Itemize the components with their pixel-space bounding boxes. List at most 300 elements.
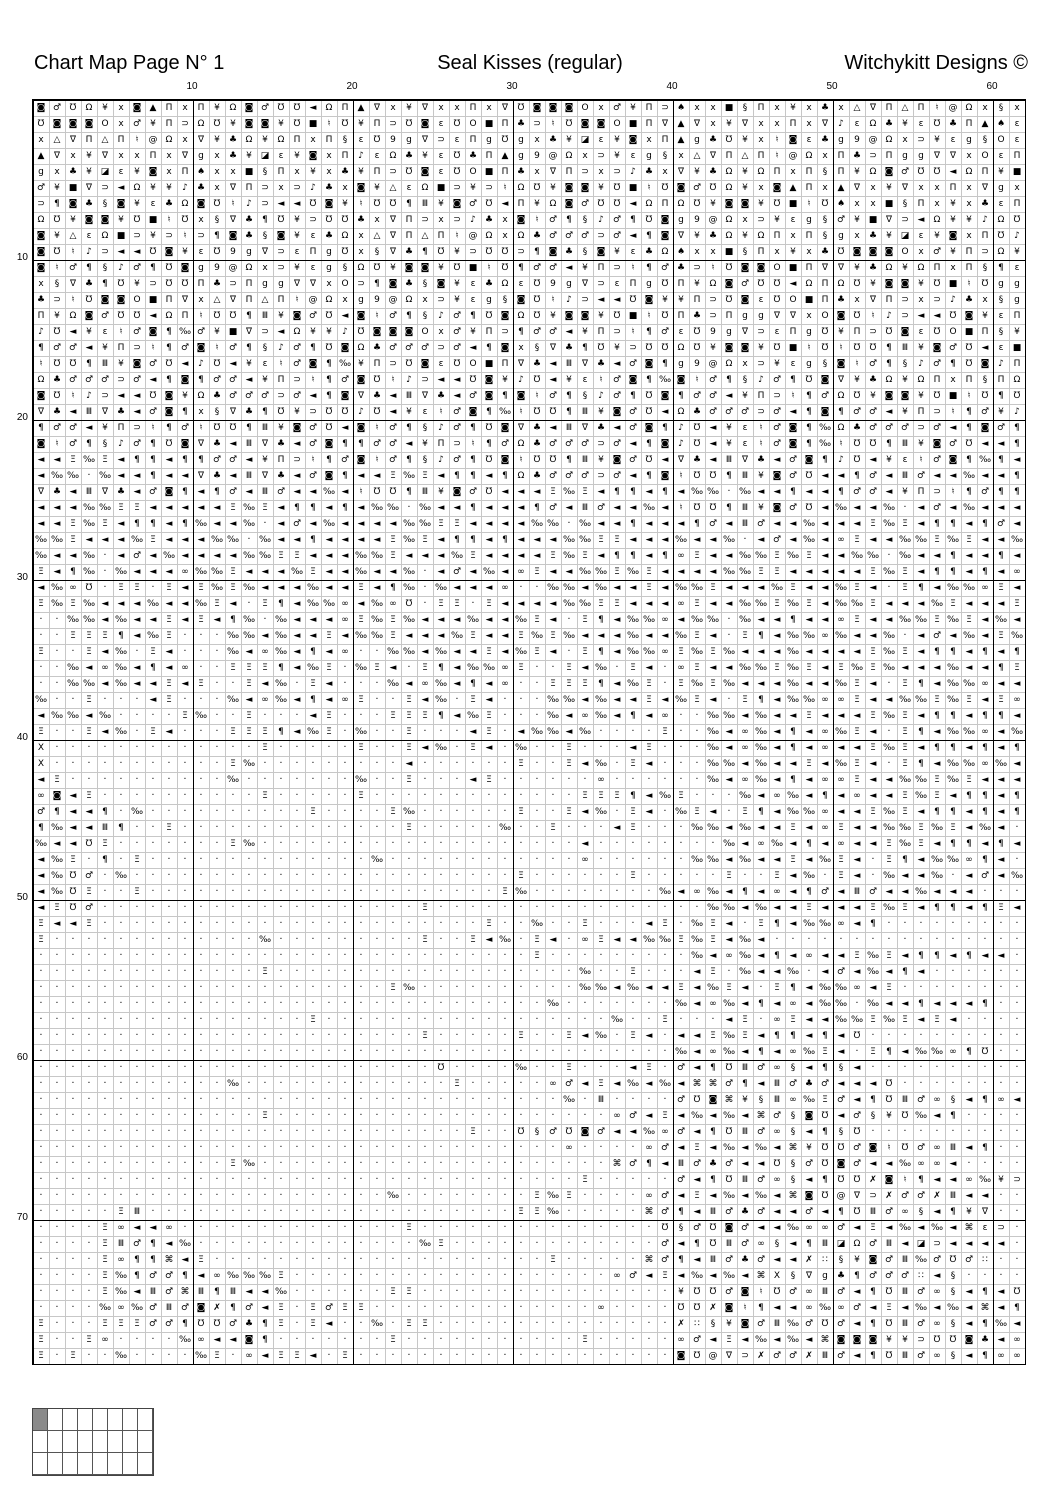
grid-cell: ◄ <box>117 535 125 545</box>
grid-cell: ∇ <box>581 359 589 369</box>
page-map-cell <box>33 1431 48 1453</box>
grid-cell: g <box>262 279 268 289</box>
grid-cell: ℧ <box>293 103 301 113</box>
grid-cell: Ω <box>517 439 525 449</box>
grid-cell: ◙ <box>868 1335 878 1345</box>
grid-cell: ¥ <box>470 183 476 193</box>
grid-cell: ♂ <box>212 455 222 465</box>
grid-cell: ⊃ <box>901 295 909 305</box>
grid-cell: Ξ <box>278 1271 284 1281</box>
grid-cell: · <box>375 918 379 929</box>
grid-cell: Π <box>293 135 301 145</box>
grid-cell: ¶ <box>566 407 572 417</box>
grid-cell: · <box>599 838 603 849</box>
grid-cell: · <box>71 1046 75 1057</box>
grid-cell: ◄ <box>565 327 573 337</box>
grid-cell: ◄ <box>549 599 557 609</box>
grid-cell: ◄ <box>597 551 605 561</box>
grid-cell: ♂ <box>692 391 702 401</box>
grid-cell: Ξ <box>294 1351 300 1361</box>
grid-cell: ◄ <box>965 647 973 657</box>
grid-cell: ◄ <box>469 647 477 657</box>
grid-cell: ♂ <box>68 423 78 433</box>
grid-cell: ♂ <box>868 487 878 497</box>
grid-cell: · <box>119 1030 123 1041</box>
grid-cell: · <box>295 886 299 897</box>
grid-cell: · <box>119 1062 123 1073</box>
grid-cell: ◄ <box>853 839 861 849</box>
grid-cell: ♂ <box>468 487 478 497</box>
grid-cell: ‰ <box>658 791 672 801</box>
grid-cell: · <box>407 1350 411 1361</box>
grid-cell: g <box>742 311 748 321</box>
grid-cell: ◄ <box>869 503 877 513</box>
grid-cell: ♂ <box>756 1207 766 1217</box>
grid-cell: · <box>903 502 907 513</box>
grid-cell: Ξ <box>854 615 860 625</box>
grid-cell: ‰ <box>226 775 240 785</box>
grid-cell: ♣ <box>820 103 830 113</box>
grid-cell: x <box>918 183 924 193</box>
grid-cell: · <box>583 1110 587 1121</box>
grid-cell: ‰ <box>706 487 720 497</box>
grid-cell: Ⅲ <box>901 1095 909 1105</box>
grid-cell: ¶ <box>774 1031 780 1041</box>
grid-cell: ∞ <box>581 855 589 865</box>
grid-cell: · <box>423 1302 427 1313</box>
grid-cell: ◄ <box>741 903 749 913</box>
grid-cell: ◄ <box>293 487 301 497</box>
grid-cell: ¶ <box>998 711 1004 721</box>
grid-cell: ℧ <box>885 327 893 337</box>
grid-cell: ¶ <box>326 359 332 369</box>
grid-cell: · <box>471 1334 475 1345</box>
grid-cell: ◄ <box>325 679 333 689</box>
grid-cell: ◙ <box>980 359 990 369</box>
grid-cell: · <box>343 710 347 721</box>
grid-cell: · <box>263 870 267 881</box>
grid-cell: ∇ <box>229 295 237 305</box>
grid-cell: · <box>231 806 235 817</box>
grid-cell: ◄ <box>213 551 221 561</box>
grid-cell: · <box>839 934 843 945</box>
grid-cell: Ⅲ <box>885 1239 893 1249</box>
grid-cell: § <box>262 167 268 177</box>
grid-cell: ∞ <box>661 615 669 625</box>
grid-cell: ‰ <box>66 711 80 721</box>
grid-cell: ♂ <box>244 391 254 401</box>
grid-cell: ‰ <box>834 759 848 769</box>
grid-cell: Ξ <box>390 631 396 641</box>
grid-cell: · <box>503 1318 507 1329</box>
grid-cell: · <box>119 742 123 753</box>
grid-cell: ⊃ <box>517 247 525 257</box>
grid-cell: ‰ <box>242 839 256 849</box>
page-map <box>32 1408 154 1476</box>
grid-cell: · <box>567 1174 571 1185</box>
grid-cell: · <box>279 1094 283 1105</box>
grid-cell: ■ <box>1012 343 1022 353</box>
grid-cell: ◄ <box>53 567 61 577</box>
grid-cell: ◄ <box>965 807 973 817</box>
grid-cell: · <box>503 838 507 849</box>
grid-cell: · <box>263 1254 267 1265</box>
grid-cell: · <box>55 1014 59 1025</box>
grid-cell: Ⅲ <box>709 1255 717 1265</box>
grid-cell: · <box>359 646 363 657</box>
grid-cell: · <box>103 1174 107 1185</box>
grid-cell: · <box>1015 1238 1019 1249</box>
grid-cell: ◄ <box>997 791 1005 801</box>
grid-cell: 9 <box>694 215 700 225</box>
grid-cell: ¶ <box>982 903 988 913</box>
grid-cell: x <box>358 247 364 257</box>
grid-cell: ◄ <box>405 631 413 641</box>
grid-cell: ‰ <box>706 887 720 897</box>
grid-cell: ◄ <box>773 759 781 769</box>
grid-cell: ◄ <box>309 103 317 113</box>
grid-cell: · <box>295 806 299 817</box>
grid-cell: ♮ <box>871 311 875 321</box>
grid-cell: Ξ <box>902 903 908 913</box>
grid-cell: ¶ <box>182 407 188 417</box>
grid-cell: g <box>726 327 732 337</box>
grid-cell: Ⅲ <box>821 1287 829 1297</box>
grid-cell: ¥ <box>806 1143 812 1153</box>
grid-cell: · <box>87 1222 91 1233</box>
grid-cell: ◄ <box>181 583 189 593</box>
grid-cell: ∇ <box>517 359 525 369</box>
grid-cell: ■ <box>804 295 814 305</box>
grid-cell: · <box>471 950 475 961</box>
grid-cell: ◄ <box>693 1063 701 1073</box>
grid-cell: ‰ <box>114 567 128 577</box>
grid-cell: Π <box>805 263 813 273</box>
grid-cell: ⌘ <box>964 1223 974 1233</box>
grid-cell: ◙ <box>884 391 894 401</box>
grid-cell: · <box>119 1334 123 1345</box>
grid-cell: △ <box>261 295 269 305</box>
grid-cell: · <box>663 998 667 1009</box>
grid-cell: · <box>503 1126 507 1137</box>
grid-cell: · <box>535 870 539 881</box>
grid-cell: ℧ <box>373 375 381 385</box>
grid-cell: ε <box>102 327 108 337</box>
grid-cell: · <box>199 838 203 849</box>
page-map-cell <box>138 1431 153 1453</box>
grid-cell: · <box>295 1286 299 1297</box>
grid-cell: ‰ <box>370 1319 384 1329</box>
grid-cell: · <box>599 1206 603 1217</box>
grid-cell: ε <box>438 151 444 161</box>
grid-cell: ◙ <box>356 375 366 385</box>
grid-cell: ♂ <box>932 631 942 641</box>
grid-cell: · <box>311 1270 315 1281</box>
grid-cell: ♂ <box>36 807 46 817</box>
grid-cell: ◙ <box>84 311 94 321</box>
grid-cell: ♮ <box>503 183 507 193</box>
grid-cell: Ω <box>341 231 349 241</box>
grid-cell: ◄ <box>37 775 45 785</box>
grid-cell: ¥ <box>374 183 380 193</box>
grid-cell: Ξ <box>902 727 908 737</box>
grid-cell: ℧ <box>53 359 61 369</box>
grid-cell: ◄ <box>613 583 621 593</box>
grid-cell: · <box>775 934 779 945</box>
grid-cell: · <box>423 598 427 609</box>
grid-cell: · <box>295 1062 299 1073</box>
grid-cell: · <box>455 774 459 785</box>
grid-cell: ∞ <box>821 695 829 705</box>
grid-cell: · <box>487 1286 491 1297</box>
grid-cell: Ξ <box>518 631 524 641</box>
grid-cell: Ξ <box>166 823 172 833</box>
grid-cell: ♂ <box>564 1079 574 1089</box>
grid-cell: ◄ <box>917 1223 925 1233</box>
row-ruler-label: 70 <box>16 1212 28 1223</box>
grid-cell: Ξ <box>678 679 684 689</box>
grid-cell: ‰ <box>722 1143 736 1153</box>
grid-cell: ¥ <box>742 1095 748 1105</box>
grid-cell: · <box>903 630 907 641</box>
grid-cell: Ξ <box>694 631 700 641</box>
grid-cell: ¥ <box>758 471 764 481</box>
grid-cell: ♂ <box>756 1319 766 1329</box>
grid-cell: ◙ <box>244 119 254 129</box>
grid-cell: · <box>215 678 219 689</box>
grid-cell: ‰ <box>658 1079 672 1089</box>
grid-cell: ◙ <box>548 247 558 257</box>
grid-cell: · <box>359 998 363 1009</box>
grid-cell: · <box>615 918 619 929</box>
grid-cell: Ξ <box>134 887 140 897</box>
grid-cell: · <box>151 742 155 753</box>
grid-cell: · <box>199 1158 203 1169</box>
grid-cell: ◄ <box>805 727 813 737</box>
grid-cell: ♮ <box>135 135 139 145</box>
grid-cell: ‰ <box>354 551 368 561</box>
grid-cell: ‰ <box>914 887 928 897</box>
grid-cell: ◄ <box>309 711 317 721</box>
grid-cell: ◄ <box>805 583 813 593</box>
grid-cell: Ξ <box>566 743 572 753</box>
grid-cell: · <box>615 806 619 817</box>
grid-cell: ‰ <box>914 1255 928 1265</box>
grid-cell: Ξ <box>870 743 876 753</box>
grid-cell: ℧ <box>485 247 493 257</box>
grid-cell: ¶ <box>774 919 780 929</box>
grid-cell: Ξ <box>166 679 172 689</box>
grid-cell: Ξ <box>774 663 780 673</box>
grid-cell: ■ <box>228 327 238 337</box>
grid-cell: Ξ <box>694 807 700 817</box>
grid-cell: ♪ <box>678 439 684 449</box>
grid-cell: ∷ <box>822 1255 828 1265</box>
grid-cell: Ξ <box>902 679 908 689</box>
grid-cell: · <box>119 774 123 785</box>
grid-cell: § <box>742 103 748 113</box>
grid-cell: · <box>551 1302 555 1313</box>
grid-cell: Ω <box>725 183 733 193</box>
grid-cell: § <box>262 343 268 353</box>
grid-cell: ¶ <box>950 647 956 657</box>
grid-cell: · <box>551 1110 555 1121</box>
grid-cell: x <box>534 167 540 177</box>
grid-cell: ◄ <box>885 487 893 497</box>
grid-cell: ◄ <box>885 407 893 417</box>
grid-cell: · <box>599 726 603 737</box>
grid-cell: ◄ <box>149 567 157 577</box>
grid-cell: Ξ <box>86 647 92 657</box>
grid-cell: x <box>950 375 956 385</box>
grid-cell: ‰ <box>322 599 336 609</box>
grid-cell: Ξ <box>54 903 60 913</box>
grid-cell: · <box>567 870 571 881</box>
grid-cell: ♮ <box>759 439 763 449</box>
grid-cell: ‰ <box>754 1191 768 1201</box>
grid-cell: ♂ <box>708 407 718 417</box>
grid-cell: · <box>455 694 459 705</box>
grid-cell: ♣ <box>532 359 542 369</box>
grid-cell: ◄ <box>837 647 845 657</box>
grid-cell: ◄ <box>837 791 845 801</box>
grid-cell: Ξ <box>566 679 572 689</box>
grid-cell: ‰ <box>626 631 640 641</box>
grid-cell: · <box>183 1094 187 1105</box>
grid-cell: ♣ <box>244 407 254 417</box>
grid-cell: · <box>647 854 651 865</box>
grid-cell: · <box>439 838 443 849</box>
grid-cell: ‰ <box>978 455 992 465</box>
grid-cell: ◙ <box>820 375 830 385</box>
grid-cell: ¶ <box>950 839 956 849</box>
grid-cell: ‰ <box>834 727 848 737</box>
grid-cell: ¥ <box>934 231 940 241</box>
grid-cell: ¶ <box>790 487 796 497</box>
grid-cell: · <box>151 998 155 1009</box>
grid-cell: ℧ <box>837 247 845 257</box>
grid-cell: ‰ <box>930 1047 944 1057</box>
grid-cell: · <box>279 1046 283 1057</box>
grid-cell: · <box>295 710 299 721</box>
grid-cell: Ξ <box>166 583 172 593</box>
grid-cell: ¶ <box>86 359 92 369</box>
grid-cell: ¶ <box>54 807 60 817</box>
grid-cell: ¥ <box>134 199 140 209</box>
grid-cell: · <box>343 854 347 865</box>
grid-cell: · <box>455 758 459 769</box>
grid-cell: · <box>487 1318 491 1329</box>
grid-cell: ‰ <box>402 535 416 545</box>
grid-cell: ♂ <box>148 1271 158 1281</box>
grid-cell: · <box>551 902 555 913</box>
grid-cell: ¶ <box>134 1255 140 1265</box>
grid-cell: ∇ <box>261 471 269 481</box>
grid-cell: Ⅲ <box>101 823 109 833</box>
grid-cell: · <box>103 982 107 993</box>
grid-cell: · <box>903 1030 907 1041</box>
grid-cell: ℧ <box>341 247 349 257</box>
grid-cell: ◄ <box>37 471 45 481</box>
grid-cell: ∞ <box>933 1143 941 1153</box>
grid-cell: ⊃ <box>981 247 989 257</box>
grid-cell: ℧ <box>1013 215 1021 225</box>
grid-cell: ♂ <box>452 407 462 417</box>
grid-cell: ‰ <box>706 823 720 833</box>
grid-cell: ¶ <box>262 1319 268 1329</box>
grid-cell: · <box>407 1110 411 1121</box>
grid-cell: ¶ <box>662 551 668 561</box>
grid-cell: ‰ <box>690 855 704 865</box>
grid-cell: ‰ <box>370 615 384 625</box>
grid-cell: · <box>327 1062 331 1073</box>
grid-cell: ¶ <box>742 1079 748 1089</box>
grid-cell: · <box>295 1334 299 1345</box>
grid-cell: ⊃ <box>1013 1175 1021 1185</box>
grid-cell: x <box>774 119 780 129</box>
grid-cell: ‰ <box>34 695 48 705</box>
grid-cell: · <box>551 1318 555 1329</box>
grid-cell: ◙ <box>180 375 190 385</box>
grid-cell: ¶ <box>150 439 156 449</box>
grid-cell: ◄ <box>1013 503 1021 513</box>
grid-cell: ⊃ <box>101 391 109 401</box>
grid-cell: ¶ <box>710 1127 716 1137</box>
grid-cell: · <box>567 1158 571 1169</box>
grid-cell: · <box>247 598 251 609</box>
grid-cell: Ξ <box>566 759 572 769</box>
grid-cell: Ξ <box>966 615 972 625</box>
grid-cell: ♂ <box>868 1239 878 1249</box>
grid-cell: ⊃ <box>661 103 669 113</box>
grid-cell: · <box>647 838 651 849</box>
grid-cell: · <box>1015 950 1019 961</box>
grid-cell: ◄ <box>421 551 429 561</box>
grid-cell: ◄ <box>709 1335 717 1345</box>
grid-cell: ◄ <box>885 1223 893 1233</box>
grid-cell: ◄ <box>693 967 701 977</box>
grid-cell: ✗ <box>885 1191 893 1201</box>
grid-cell: ⊃ <box>181 119 189 129</box>
grid-cell: ℧ <box>693 423 701 433</box>
grid-cell: ¶ <box>854 1271 860 1281</box>
grid-cell: ‰ <box>914 1303 928 1313</box>
grid-cell: ¶ <box>342 439 348 449</box>
grid-cell: ◄ <box>965 823 973 833</box>
grid-cell: · <box>135 822 139 833</box>
grid-cell: Π <box>245 183 253 193</box>
grid-cell: ‰ <box>354 567 368 577</box>
grid-cell: Ξ <box>790 1015 796 1025</box>
grid-cell: · <box>999 982 1003 993</box>
grid-cell: · <box>407 1334 411 1345</box>
grid-cell: ■ <box>788 199 798 209</box>
grid-cell: ♣ <box>948 119 958 129</box>
grid-cell: · <box>359 950 363 961</box>
grid-cell: O <box>101 119 109 129</box>
grid-cell: · <box>87 1174 91 1185</box>
grid-cell: ◄ <box>165 1239 173 1249</box>
grid-cell: Ⅲ <box>741 471 749 481</box>
grid-cell: ◄ <box>853 1063 861 1073</box>
grid-cell: Ξ <box>582 615 588 625</box>
grid-cell: ¥ <box>102 423 108 433</box>
grid-cell: ¥ <box>662 295 668 305</box>
grid-cell: ♂ <box>724 1159 734 1169</box>
grid-cell: · <box>535 1302 539 1313</box>
grid-cell: ♂ <box>388 455 398 465</box>
grid-cell: · <box>343 678 347 689</box>
